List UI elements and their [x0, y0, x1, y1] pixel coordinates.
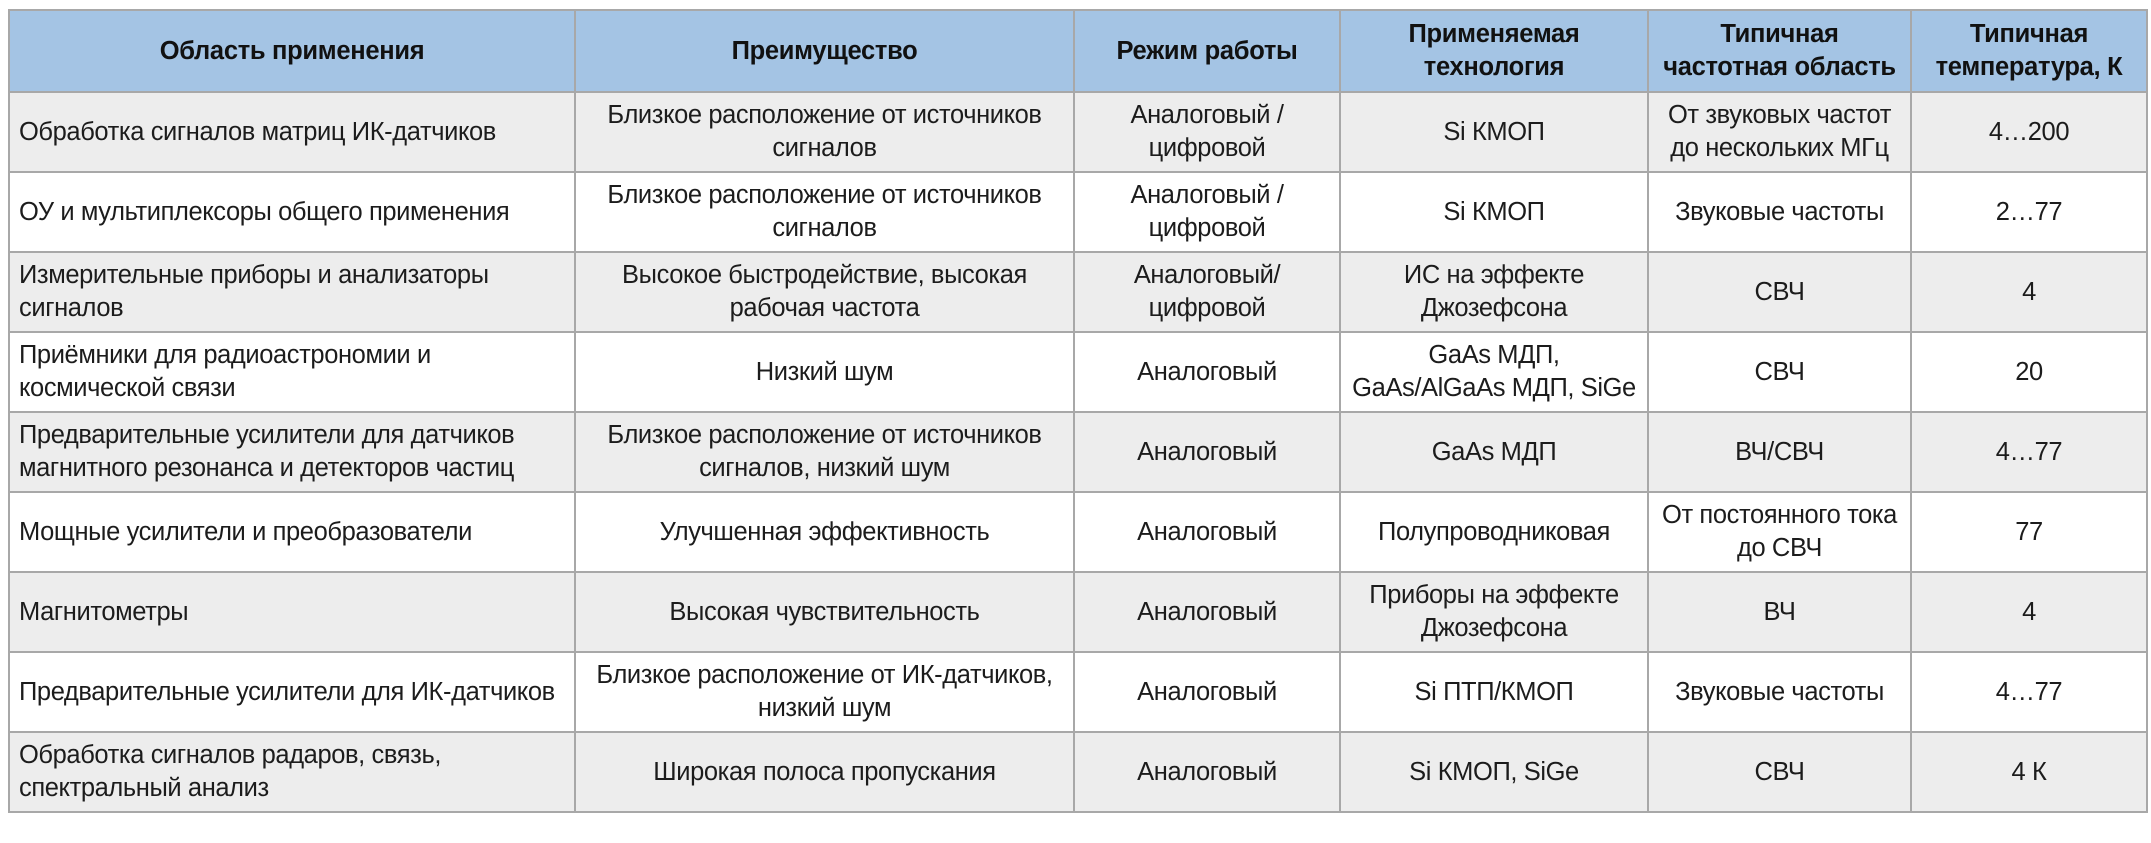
- cell-advantage: Близкое расположение от ИК-датчиков, низкий шум: [575, 652, 1074, 732]
- cell-operating-mode: Аналоговый: [1074, 412, 1340, 492]
- cell-frequency-range: Звуковые частоты: [1648, 652, 1911, 732]
- cell-advantage: Широкая полоса пропускания: [575, 732, 1074, 812]
- cell-operating-mode: Аналоговый: [1074, 652, 1340, 732]
- cell-application-area: Мощные усилители и преобразователи: [9, 492, 575, 572]
- cell-advantage: Низкий шум: [575, 332, 1074, 412]
- table-row: [9, 252, 2147, 332]
- cell-technology: ИС на эффекте Джозефсона: [1340, 252, 1648, 332]
- cell-advantage: Улучшенная эффективность: [575, 492, 1074, 572]
- table-row: [9, 492, 2147, 572]
- cell-technology: Полупроводниковая: [1340, 492, 1648, 572]
- header-application-area: Область применения: [9, 10, 575, 92]
- cell-technology: Si ПТП/КМОП: [1340, 652, 1648, 732]
- cell-application-area: Измерительные приборы и анализаторы сигналов: [9, 252, 575, 332]
- cell-operating-mode: Аналоговый: [1074, 732, 1340, 812]
- cell-application-area: Предварительные усилители для ИК-датчиков: [9, 652, 575, 732]
- table-row: [9, 572, 2147, 652]
- cell-frequency-range: ВЧ/СВЧ: [1648, 412, 1911, 492]
- header-frequency-range: Типичная частотная область: [1648, 10, 1911, 92]
- cell-temperature: 2…77: [1911, 172, 2147, 252]
- cell-temperature: 4…200: [1911, 92, 2147, 172]
- cell-advantage: Высокое быстродействие, высокая рабочая частота: [575, 252, 1074, 332]
- cell-frequency-range: От постоянного тока до СВЧ: [1648, 492, 1911, 572]
- cell-application-area: Магнитометры: [9, 572, 575, 652]
- cell-frequency-range: СВЧ: [1648, 252, 1911, 332]
- cell-technology: GaAs МДП, GaAs/AlGaAs МДП, SiGe: [1340, 332, 1648, 412]
- cell-frequency-range: ВЧ: [1648, 572, 1911, 652]
- table-row: [9, 332, 2147, 412]
- cell-temperature: 4…77: [1911, 652, 2147, 732]
- cell-advantage: Высокая чувствительность: [575, 572, 1074, 652]
- table-row: [9, 652, 2147, 732]
- cell-operating-mode: Аналоговый: [1074, 492, 1340, 572]
- header-temperature: Типичная температура, К: [1911, 10, 2147, 92]
- cell-advantage: Близкое расположение от источников сигналов, низкий шум: [575, 412, 1074, 492]
- cell-application-area: Обработка сигналов радаров, связь, спектральный анализ: [9, 732, 575, 812]
- cell-frequency-range: СВЧ: [1648, 732, 1911, 812]
- cell-temperature: 77: [1911, 492, 2147, 572]
- header-row: [9, 10, 2147, 92]
- cell-application-area: Обработка сигналов матриц ИК-датчиков: [9, 92, 575, 172]
- cell-operating-mode: Аналоговый / цифровой: [1074, 172, 1340, 252]
- table-row: [9, 412, 2147, 492]
- table-row: [9, 172, 2147, 252]
- cell-temperature: 20: [1911, 332, 2147, 412]
- cell-temperature: 4…77: [1911, 412, 2147, 492]
- cell-technology: Si КМОП: [1340, 172, 1648, 252]
- table-row: [9, 92, 2147, 172]
- cell-operating-mode: Аналоговый / цифровой: [1074, 92, 1340, 172]
- cell-temperature: 4: [1911, 252, 2147, 332]
- table-row: [9, 732, 2147, 812]
- cell-application-area: ОУ и мультиплексоры общего применения: [9, 172, 575, 252]
- cell-application-area: Предварительные усилители для датчиков магнитного резонанса и детекторов частиц: [9, 412, 575, 492]
- applications-table: [8, 9, 2148, 813]
- cell-technology: Приборы на эффекте Джозефсона: [1340, 572, 1648, 652]
- header-advantage: Преимущество: [575, 10, 1074, 92]
- header-operating-mode: Режим работы: [1074, 10, 1340, 92]
- cell-operating-mode: Аналоговый/ цифровой: [1074, 252, 1340, 332]
- cell-temperature: 4 К: [1911, 732, 2147, 812]
- cell-technology: GaAs МДП: [1340, 412, 1648, 492]
- cell-advantage: Близкое расположение от источников сигналов: [575, 92, 1074, 172]
- cell-technology: Si КМОП, SiGe: [1340, 732, 1648, 812]
- header-technology: Применяемая технология: [1340, 10, 1648, 92]
- cell-advantage: Близкое расположение от источников сигналов: [575, 172, 1074, 252]
- cell-frequency-range: Звуковые частоты: [1648, 172, 1911, 252]
- cell-operating-mode: Аналоговый: [1074, 572, 1340, 652]
- cell-technology: Si КМОП: [1340, 92, 1648, 172]
- cell-operating-mode: Аналоговый: [1074, 332, 1340, 412]
- cell-frequency-range: СВЧ: [1648, 332, 1911, 412]
- cell-frequency-range: От звуковых частот до нескольких МГц: [1648, 92, 1911, 172]
- cell-application-area: Приёмники для радиоастрономии и космической связи: [9, 332, 575, 412]
- cell-temperature: 4: [1911, 572, 2147, 652]
- table-container: [8, 9, 2146, 813]
